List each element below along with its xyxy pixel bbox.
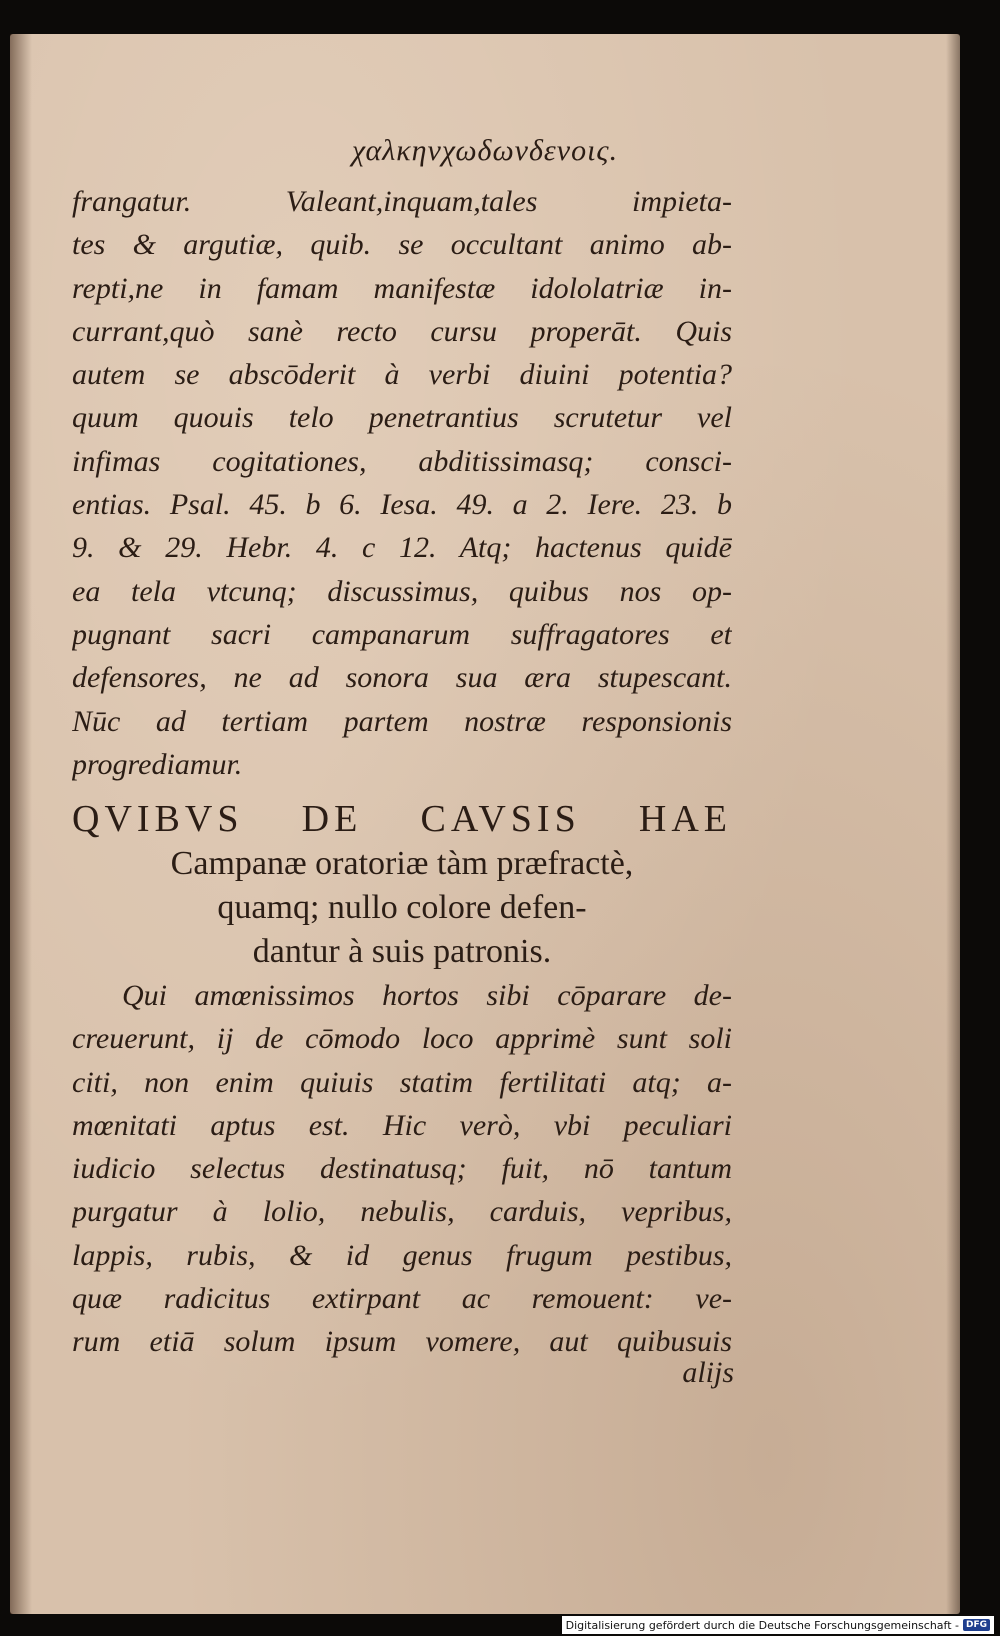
- text-line: frangatur. Valeant,inquam,tales impieta-: [72, 185, 732, 218]
- heading-caps: QVIBVS DE CAVSIS HAE: [72, 798, 732, 840]
- heading-subline: Campanæ oratoriæ tàm præfractè,: [170, 845, 634, 882]
- heading-subline: quamq; nullo colore defen-: [217, 889, 587, 926]
- text-line: pugnant sacri campanarum suffragatores et: [72, 617, 732, 651]
- text-line: repti,ne in famam manifestæ idololatriæ in-: [72, 271, 732, 305]
- text-line: lappis, rubis, & id genus frugum pestibus,: [72, 1238, 732, 1272]
- text-line: entias. Psal. 45. b 6. Iesa. 49. a 2. Iere. 23. b: [72, 488, 732, 522]
- text-line: creuerunt, ij de cōmodo loco apprimè sunt soli: [72, 1022, 732, 1056]
- text-line: mœnitati aptus est. Hic verò, vbi peculiari: [72, 1108, 732, 1142]
- body-text-block-2: [72, 974, 732, 1364]
- text-line: tes & argutiæ, quib. se occultant animo ab-: [72, 228, 732, 262]
- text-line: currant,quò sanè recto cursu properāt. Quis: [72, 314, 732, 348]
- text-line: progrediamur.: [72, 747, 243, 781]
- book-page: [10, 34, 960, 1614]
- text-line: infimas cogitationes, abditissimasq; consci-: [72, 444, 732, 478]
- text-line: iudicio selectus destinatusq; fuit, nō tantum: [72, 1152, 732, 1186]
- text-line: quæ radicitus extirpant ac remouent: ve-: [72, 1282, 732, 1316]
- text-line: purgatur à lolio, nebulis, carduis, vepribus,: [72, 1195, 732, 1229]
- running-header: χαλκηνχωδωνδενοις.: [351, 134, 619, 167]
- text-line: ea tela vtcunq; discussimus, quibus nos op-: [72, 574, 732, 608]
- text-line: citi, non enim quiuis statim fertilitati atq; a-: [72, 1065, 732, 1099]
- text-line: defensores, ne ad sonora sua æra stupescant.: [72, 661, 732, 695]
- text-line: rum etiā solum ipsum vomere, aut quibusuis: [72, 1325, 732, 1359]
- catchword: alijs: [682, 1356, 734, 1389]
- section-heading: [72, 796, 732, 974]
- text-line: Nūc ad tertiam partem nostræ responsionis: [72, 704, 732, 738]
- text-line: autem se abscōderit à verbi diuini potentia?: [72, 358, 732, 392]
- text-line: 9. & 29. Hebr. 4. c 12. Atq; hactenus quidē: [72, 531, 732, 565]
- footer-text: Digitalisierung gefördert durch die Deutsche Forschungsgemeinschaft -: [565, 1618, 959, 1632]
- digitization-footer: [562, 1616, 994, 1634]
- body-text-block: [72, 180, 732, 786]
- text-line: Qui amœnissimos hortos sibi cōparare de-: [122, 979, 732, 1012]
- text-line: quum quouis telo penetrantius scrutetur vel: [72, 401, 732, 435]
- heading-subline: dantur à suis patronis.: [252, 933, 552, 970]
- dfg-logo-icon: DFG: [963, 1619, 990, 1631]
